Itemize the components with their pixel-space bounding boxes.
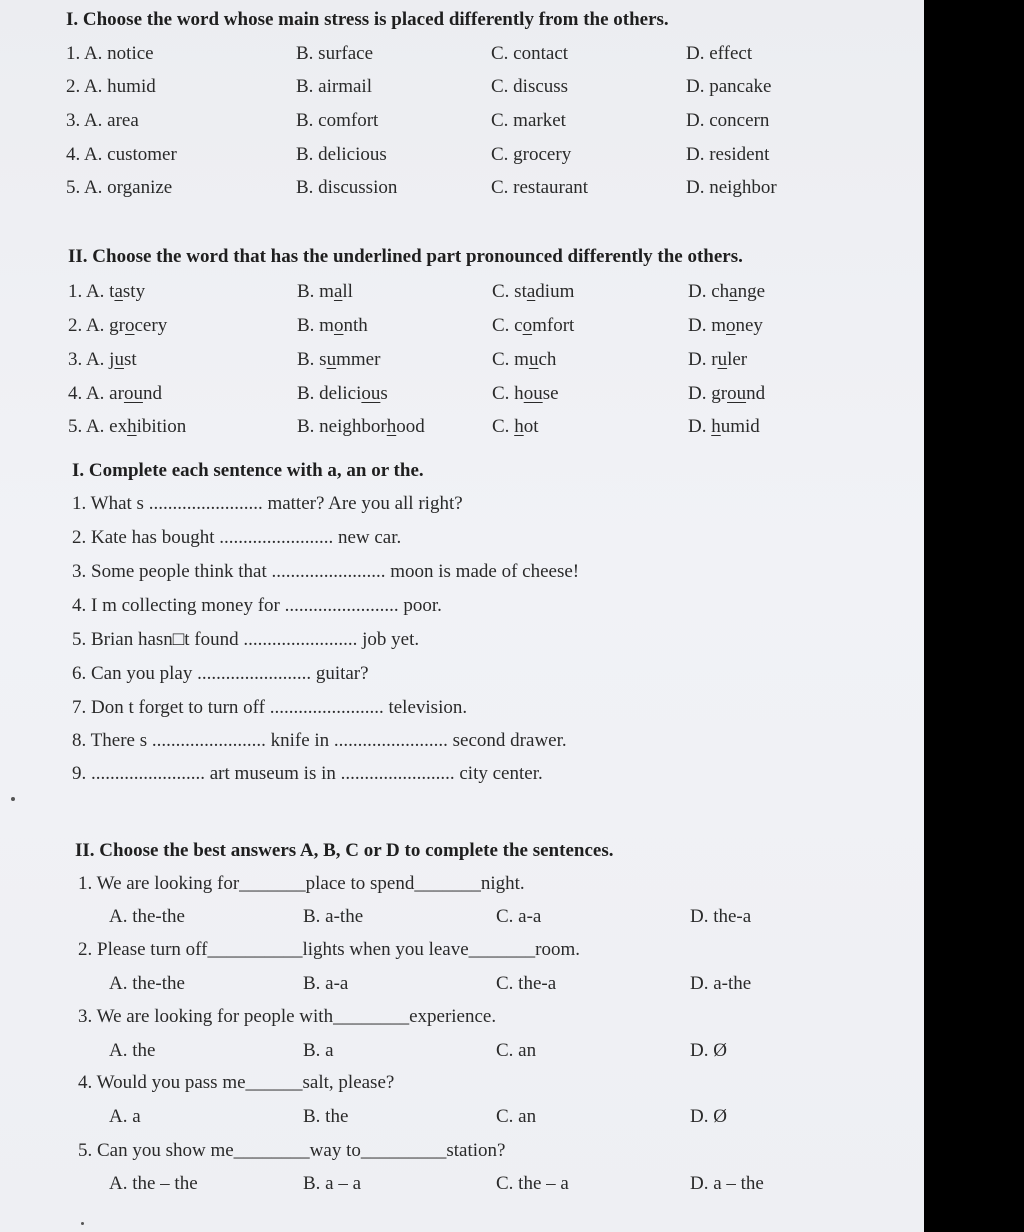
option-c: C. hot [492, 416, 539, 437]
option-c: C. an [496, 1040, 537, 1061]
option-c: C. market [491, 110, 566, 131]
paper-speck [81, 1222, 84, 1225]
option-d: D. resident [686, 144, 770, 165]
option-c: C. discuss [491, 76, 569, 97]
mc-question-3: 3. We are looking for people with________experience. [78, 1006, 497, 1027]
option-a: A. the [109, 1040, 156, 1061]
option-b: B. mall [297, 281, 353, 302]
option-c: C. stadium [492, 281, 575, 302]
fill-sentence-5: 5. Brian hasn□t found ........................ job yet. [72, 629, 420, 650]
fill-sentence-3: 3. Some people think that ........................ moon is made of cheese! [72, 561, 580, 582]
section4-title: II. Choose the best answers A, B, C or D to complete the sentences. [75, 840, 614, 861]
option-d: D. humid [688, 416, 760, 437]
option-c: C. restaurant [491, 177, 589, 198]
fill-sentence-8: 8. There s ........................ knife in ........................ second drawer. [72, 730, 567, 751]
mc-question-4: 4. Would you pass me______salt, please? [78, 1072, 395, 1093]
option-a: A. the-the [109, 973, 185, 994]
option-c: C. house [492, 383, 559, 404]
option-d: D. change [688, 281, 766, 302]
option-b: B. neighborhood [297, 416, 425, 437]
fill-sentence-7: 7. Don t forget to turn off ........................ television. [72, 697, 468, 718]
option-b: B. a [303, 1040, 334, 1061]
option-a: 1. A. tasty [68, 281, 146, 302]
option-a: 5. A. exhibition [68, 416, 187, 437]
option-c: C. grocery [491, 144, 572, 165]
option-d: D. Ø [690, 1106, 727, 1127]
section2-title: II. Choose the word that has the underlined part pronounced differently the others. [68, 246, 743, 267]
option-c: C. much [492, 349, 557, 370]
option-d: D. pancake [686, 76, 772, 97]
option-b: B. comfort [296, 110, 379, 131]
option-c: C. comfort [492, 315, 575, 336]
option-d: D. a-the [690, 973, 752, 994]
option-b: B. summer [297, 349, 381, 370]
option-a: A. a [109, 1106, 141, 1127]
option-b: B. the [303, 1106, 349, 1127]
option-b: B. month [297, 315, 368, 336]
fill-sentence-9: 9. ........................ art museum is in ........................ city center. [72, 763, 543, 784]
fill-sentence-1: 1. What s ........................ matter? Are you all right? [72, 493, 463, 514]
option-d: D. money [688, 315, 763, 336]
option-c: C. the – a [496, 1173, 569, 1194]
option-b: B. surface [296, 43, 374, 64]
option-a: 3. A. just [68, 349, 137, 370]
mc-question-1: 1. We are looking for_______place to spend_______night. [78, 873, 525, 894]
option-a: A. the-the [109, 906, 185, 927]
option-d: D. ruler [688, 349, 748, 370]
option-a: 4. A. around [68, 383, 162, 404]
option-a: 1. A. notice [66, 43, 154, 64]
option-d: D. ground [688, 383, 766, 404]
option-d: D. the-a [690, 906, 752, 927]
option-d: D. effect [686, 43, 753, 64]
option-d: D. Ø [690, 1040, 727, 1061]
option-a: A. the – the [109, 1173, 198, 1194]
option-a: 2. A. humid [66, 76, 156, 97]
option-b: B. delicious [297, 383, 388, 404]
option-b: B. a-a [303, 973, 349, 994]
option-b: B. a-the [303, 906, 364, 927]
option-c: C. an [496, 1106, 537, 1127]
section1-title: I. Choose the word whose main stress is placed differently from the others. [66, 9, 669, 30]
option-b: B. a – a [303, 1173, 362, 1194]
option-a: 4. A. customer [66, 144, 177, 165]
option-c: C. contact [491, 43, 569, 64]
black-border [924, 0, 1024, 1232]
option-b: B. discussion [296, 177, 398, 198]
fill-sentence-4: 4. I m collecting money for ........................ poor. [72, 595, 442, 616]
option-c: C. a-a [496, 906, 542, 927]
option-d: D. neighbor [686, 177, 777, 198]
fill-sentence-2: 2. Kate has bought ........................ new car. [72, 527, 402, 548]
fill-sentence-6: 6. Can you play ........................ guitar? [72, 663, 369, 684]
option-b: B. airmail [296, 76, 372, 97]
paper-speck [11, 797, 15, 801]
mc-question-5: 5. Can you show me________way to_________station? [78, 1140, 506, 1161]
section3-title: I. Complete each sentence with a, an or the. [72, 460, 424, 481]
option-c: C. the-a [496, 973, 557, 994]
option-a: 5. A. organize [66, 177, 173, 198]
option-d: D. a – the [690, 1173, 764, 1194]
option-d: D. concern [686, 110, 770, 131]
option-a: 3. A. area [66, 110, 139, 131]
option-b: B. delicious [296, 144, 387, 165]
mc-question-2: 2. Please turn off__________lights when you leave_______room. [78, 939, 581, 960]
option-a: 2. A. grocery [68, 315, 168, 336]
